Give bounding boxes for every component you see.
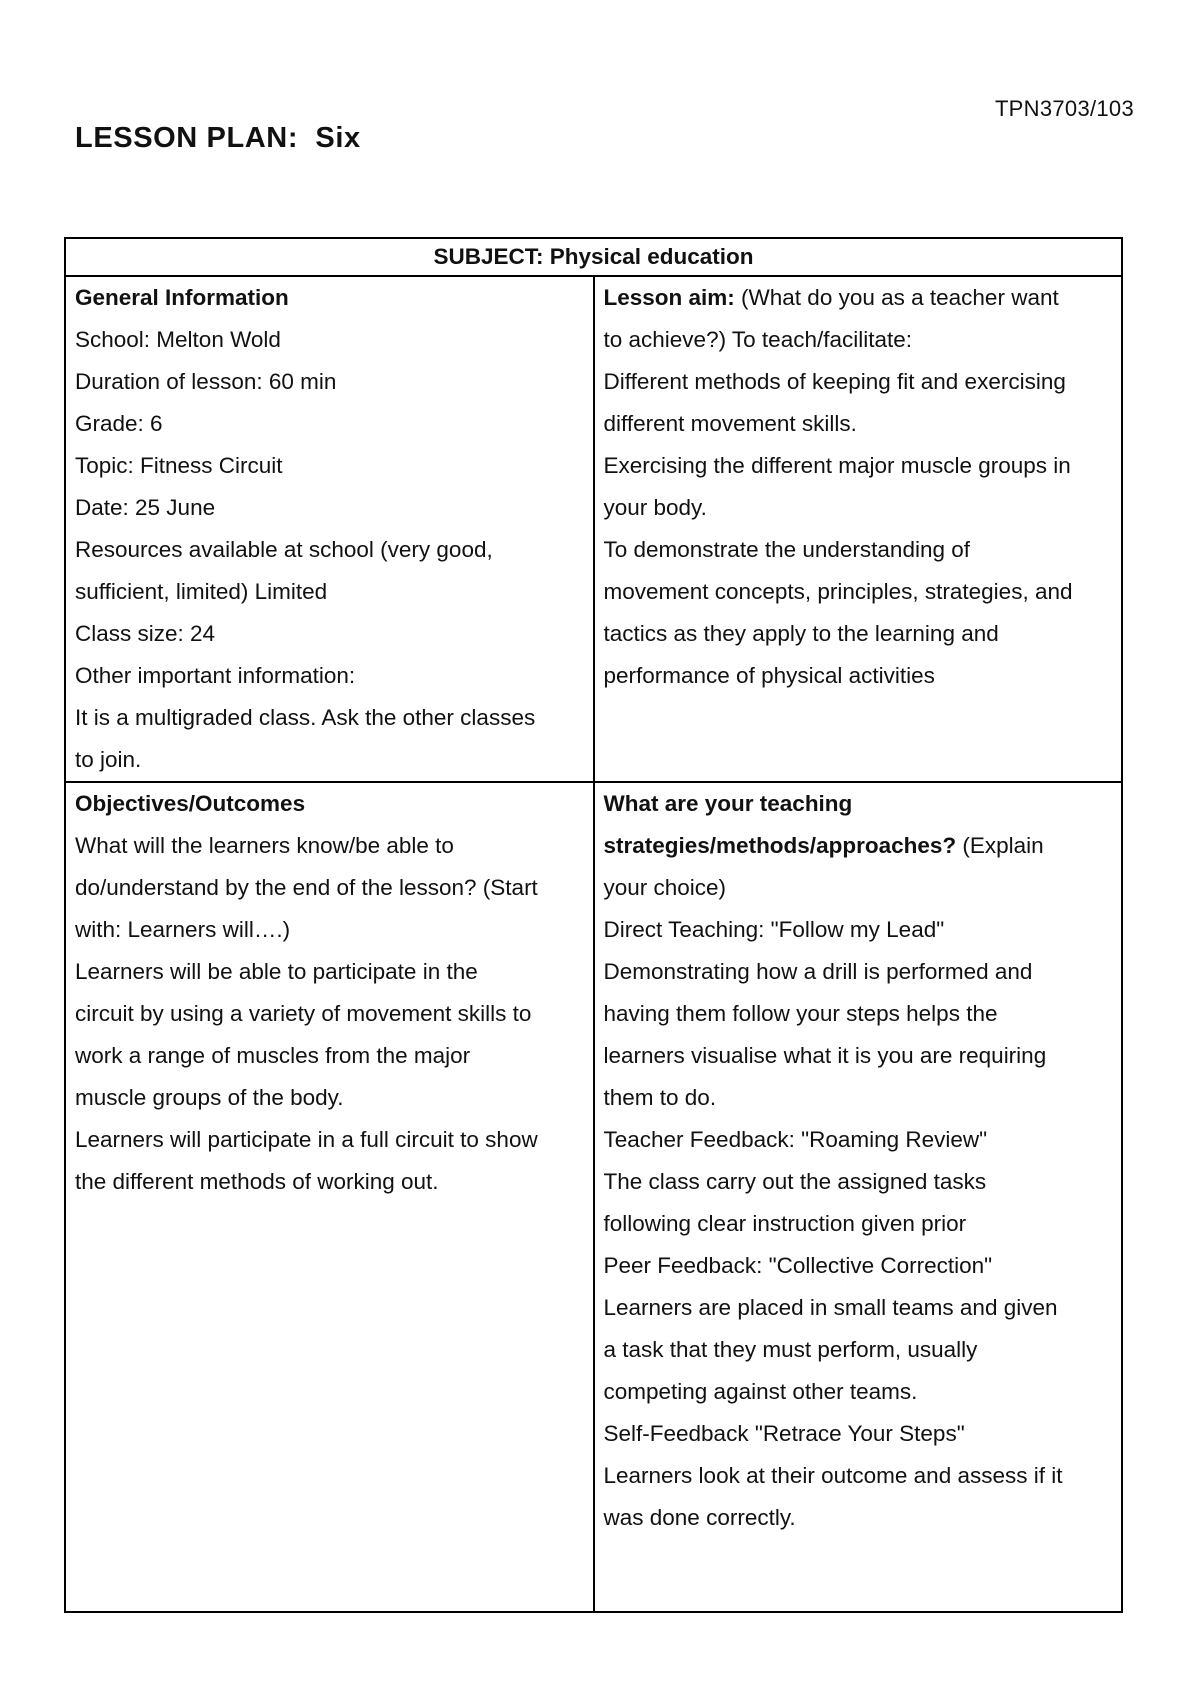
text-line: Learners will be able to participate in the — [75, 959, 478, 984]
course-code: TPN3703/103 — [994, 96, 1134, 121]
strategies-heading-line1: What are your teaching — [603, 791, 853, 816]
text-line: What will the learners know/be able to — [75, 833, 454, 858]
text-line: Duration of lesson: 60 min — [75, 369, 337, 394]
text-line: It is a multigraded class. Ask the other classes — [75, 705, 536, 730]
text-line: a task that they must perform, usually — [603, 1337, 978, 1362]
text-line: do/understand by the end of the lesson? (Start — [75, 875, 538, 900]
objectives-heading: Objectives/Outcomes — [75, 791, 306, 816]
text-line: circuit by using a variety of movement skills to — [75, 1001, 532, 1026]
text-line: Learners will participate in a full circuit to show — [75, 1127, 538, 1152]
text-line: with: Learners will….) — [75, 917, 291, 942]
text-line: Learners are placed in small teams and given — [603, 1295, 1058, 1320]
text-line: sufficient, limited) Limited — [75, 579, 328, 604]
lesson-aim-cell — [594, 276, 1123, 782]
text-line: Exercising the different major muscle groups in — [603, 453, 1071, 478]
text-line: To demonstrate the understanding of — [603, 537, 970, 562]
lesson-aim-heading: Lesson aim: — [603, 285, 735, 310]
text-line: having them follow your steps helps the — [603, 1001, 998, 1026]
general-information-cell — [65, 276, 594, 782]
lesson-plan-table — [64, 237, 1123, 1613]
subject-header: SUBJECT: Physical education — [65, 238, 1122, 276]
text-line: to join. — [75, 747, 142, 772]
text-line: your choice) — [603, 875, 727, 900]
text-line: Resources available at school (very good, — [75, 537, 493, 562]
text-line: School: Melton Wold — [75, 327, 281, 352]
strategies-lines — [604, 867, 1113, 1539]
text-line: Different methods of keeping fit and exercising — [603, 369, 1066, 394]
strategies-cell — [594, 782, 1123, 1612]
text-line: The class carry out the assigned tasks — [603, 1169, 987, 1194]
text-line: Grade: 6 — [75, 411, 163, 436]
lesson-aim-first-line — [604, 277, 1113, 319]
general-information-lines — [75, 319, 584, 781]
objectives-lines — [75, 825, 584, 1203]
text-line: Self-Feedback "Retrace Your Steps" — [603, 1421, 965, 1446]
text-line: following clear instruction given prior — [603, 1211, 967, 1236]
objectives-cell — [65, 782, 594, 1612]
text-line: to achieve?) To teach/facilitate: — [603, 327, 913, 352]
strategies-heading-bold: strategies/methods/approaches? — [603, 833, 957, 858]
text-line: Topic: Fitness Circuit — [75, 453, 283, 478]
lesson-aim-question: (What do you as a teacher want — [734, 285, 1059, 310]
text-line: Class size: 24 — [75, 621, 216, 646]
text-line: different movement skills. — [603, 411, 857, 436]
text-line: was done correctly. — [603, 1505, 796, 1530]
text-line: Demonstrating how a drill is performed and — [603, 959, 1033, 984]
lesson-aim-lines — [604, 319, 1113, 697]
text-line: your body. — [603, 495, 707, 520]
text-line: the different methods of working out. — [75, 1169, 439, 1194]
text-line: Other important information: — [75, 663, 356, 688]
strategies-heading-line2 — [604, 825, 1113, 867]
page-title: LESSON PLAN: Six — [75, 122, 361, 154]
text-line: Direct Teaching: "Follow my Lead" — [603, 917, 945, 942]
text-line: work a range of muscles from the major — [75, 1043, 471, 1068]
text-line: performance of physical activities — [603, 663, 935, 688]
text-line: them to do. — [603, 1085, 717, 1110]
text-line: Date: 25 June — [75, 495, 216, 520]
text-line: Teacher Feedback: "Roaming Review" — [603, 1127, 988, 1152]
general-information-heading: General Information — [75, 285, 289, 310]
strategies-heading-rest: (Explain — [956, 833, 1044, 858]
text-line: tactics as they apply to the learning and — [603, 621, 999, 646]
text-line: movement concepts, principles, strategies, and — [603, 579, 1073, 604]
text-line: competing against other teams. — [603, 1379, 918, 1404]
text-line: Learners look at their outcome and assess if it — [603, 1463, 1063, 1488]
text-line: Peer Feedback: "Collective Correction" — [603, 1253, 993, 1278]
text-line: learners visualise what it is you are requiring — [603, 1043, 1047, 1068]
text-line: muscle groups of the body. — [75, 1085, 344, 1110]
